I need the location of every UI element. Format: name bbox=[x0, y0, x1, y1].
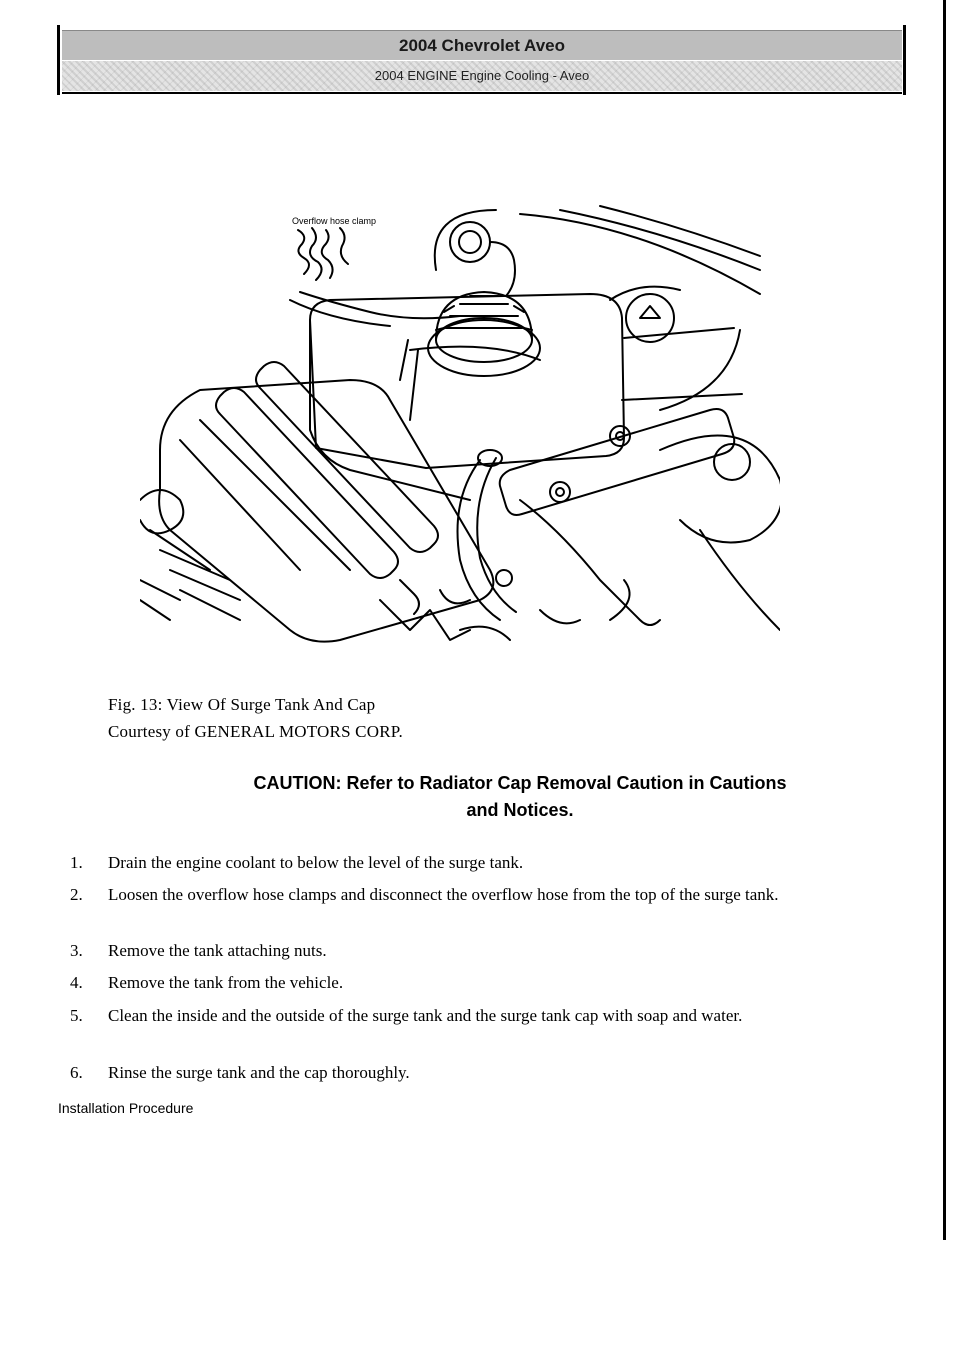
section-heading: Installation Procedure bbox=[58, 1100, 194, 1116]
step-number: 1. bbox=[70, 853, 83, 872]
figure-caption-title: Fig. 13: View Of Surge Tank And Cap bbox=[108, 695, 376, 714]
step-text: Loosen the overflow hose clamps and disconnect the overflow hose from the top of the surge tank. bbox=[108, 885, 779, 904]
header-title: 2004 Chevrolet Aveo bbox=[62, 30, 902, 60]
page-left-border bbox=[57, 25, 60, 95]
step-number: 2. bbox=[70, 885, 83, 904]
caution-line-2: and Notices. bbox=[466, 800, 574, 820]
step-number: 6. bbox=[70, 1063, 83, 1082]
step-number: 3. bbox=[70, 941, 83, 960]
caution-line-1: CAUTION: Refer to Radiator Cap Removal Caution in Cautions bbox=[253, 773, 787, 793]
step-text: Drain the engine coolant to below the level of the surge tank. bbox=[108, 853, 524, 872]
callout-label: Overflow hose clamp bbox=[292, 216, 377, 226]
surge-tank-illustration bbox=[140, 200, 780, 660]
step-text: Remove the tank attaching nuts. bbox=[108, 941, 327, 960]
step-number: 4. bbox=[70, 973, 83, 992]
figure-caption-credit: Courtesy of GENERAL MOTORS CORP. bbox=[108, 722, 403, 741]
step-number: 5. bbox=[70, 1006, 83, 1025]
page-header bbox=[62, 30, 902, 94]
page-right-border-long bbox=[943, 0, 946, 1240]
caution-note bbox=[150, 770, 890, 824]
step-text: Rinse the surge tank and the cap thoroughly. bbox=[108, 1063, 410, 1082]
page-right-border bbox=[903, 25, 906, 95]
header-subtitle: 2004 ENGINE Engine Cooling - Aveo bbox=[62, 61, 902, 91]
step-text: Remove the tank from the vehicle. bbox=[108, 973, 344, 992]
step-text: Clean the inside and the outside of the surge tank and the surge tank cap with soap and water. bbox=[108, 1006, 743, 1025]
